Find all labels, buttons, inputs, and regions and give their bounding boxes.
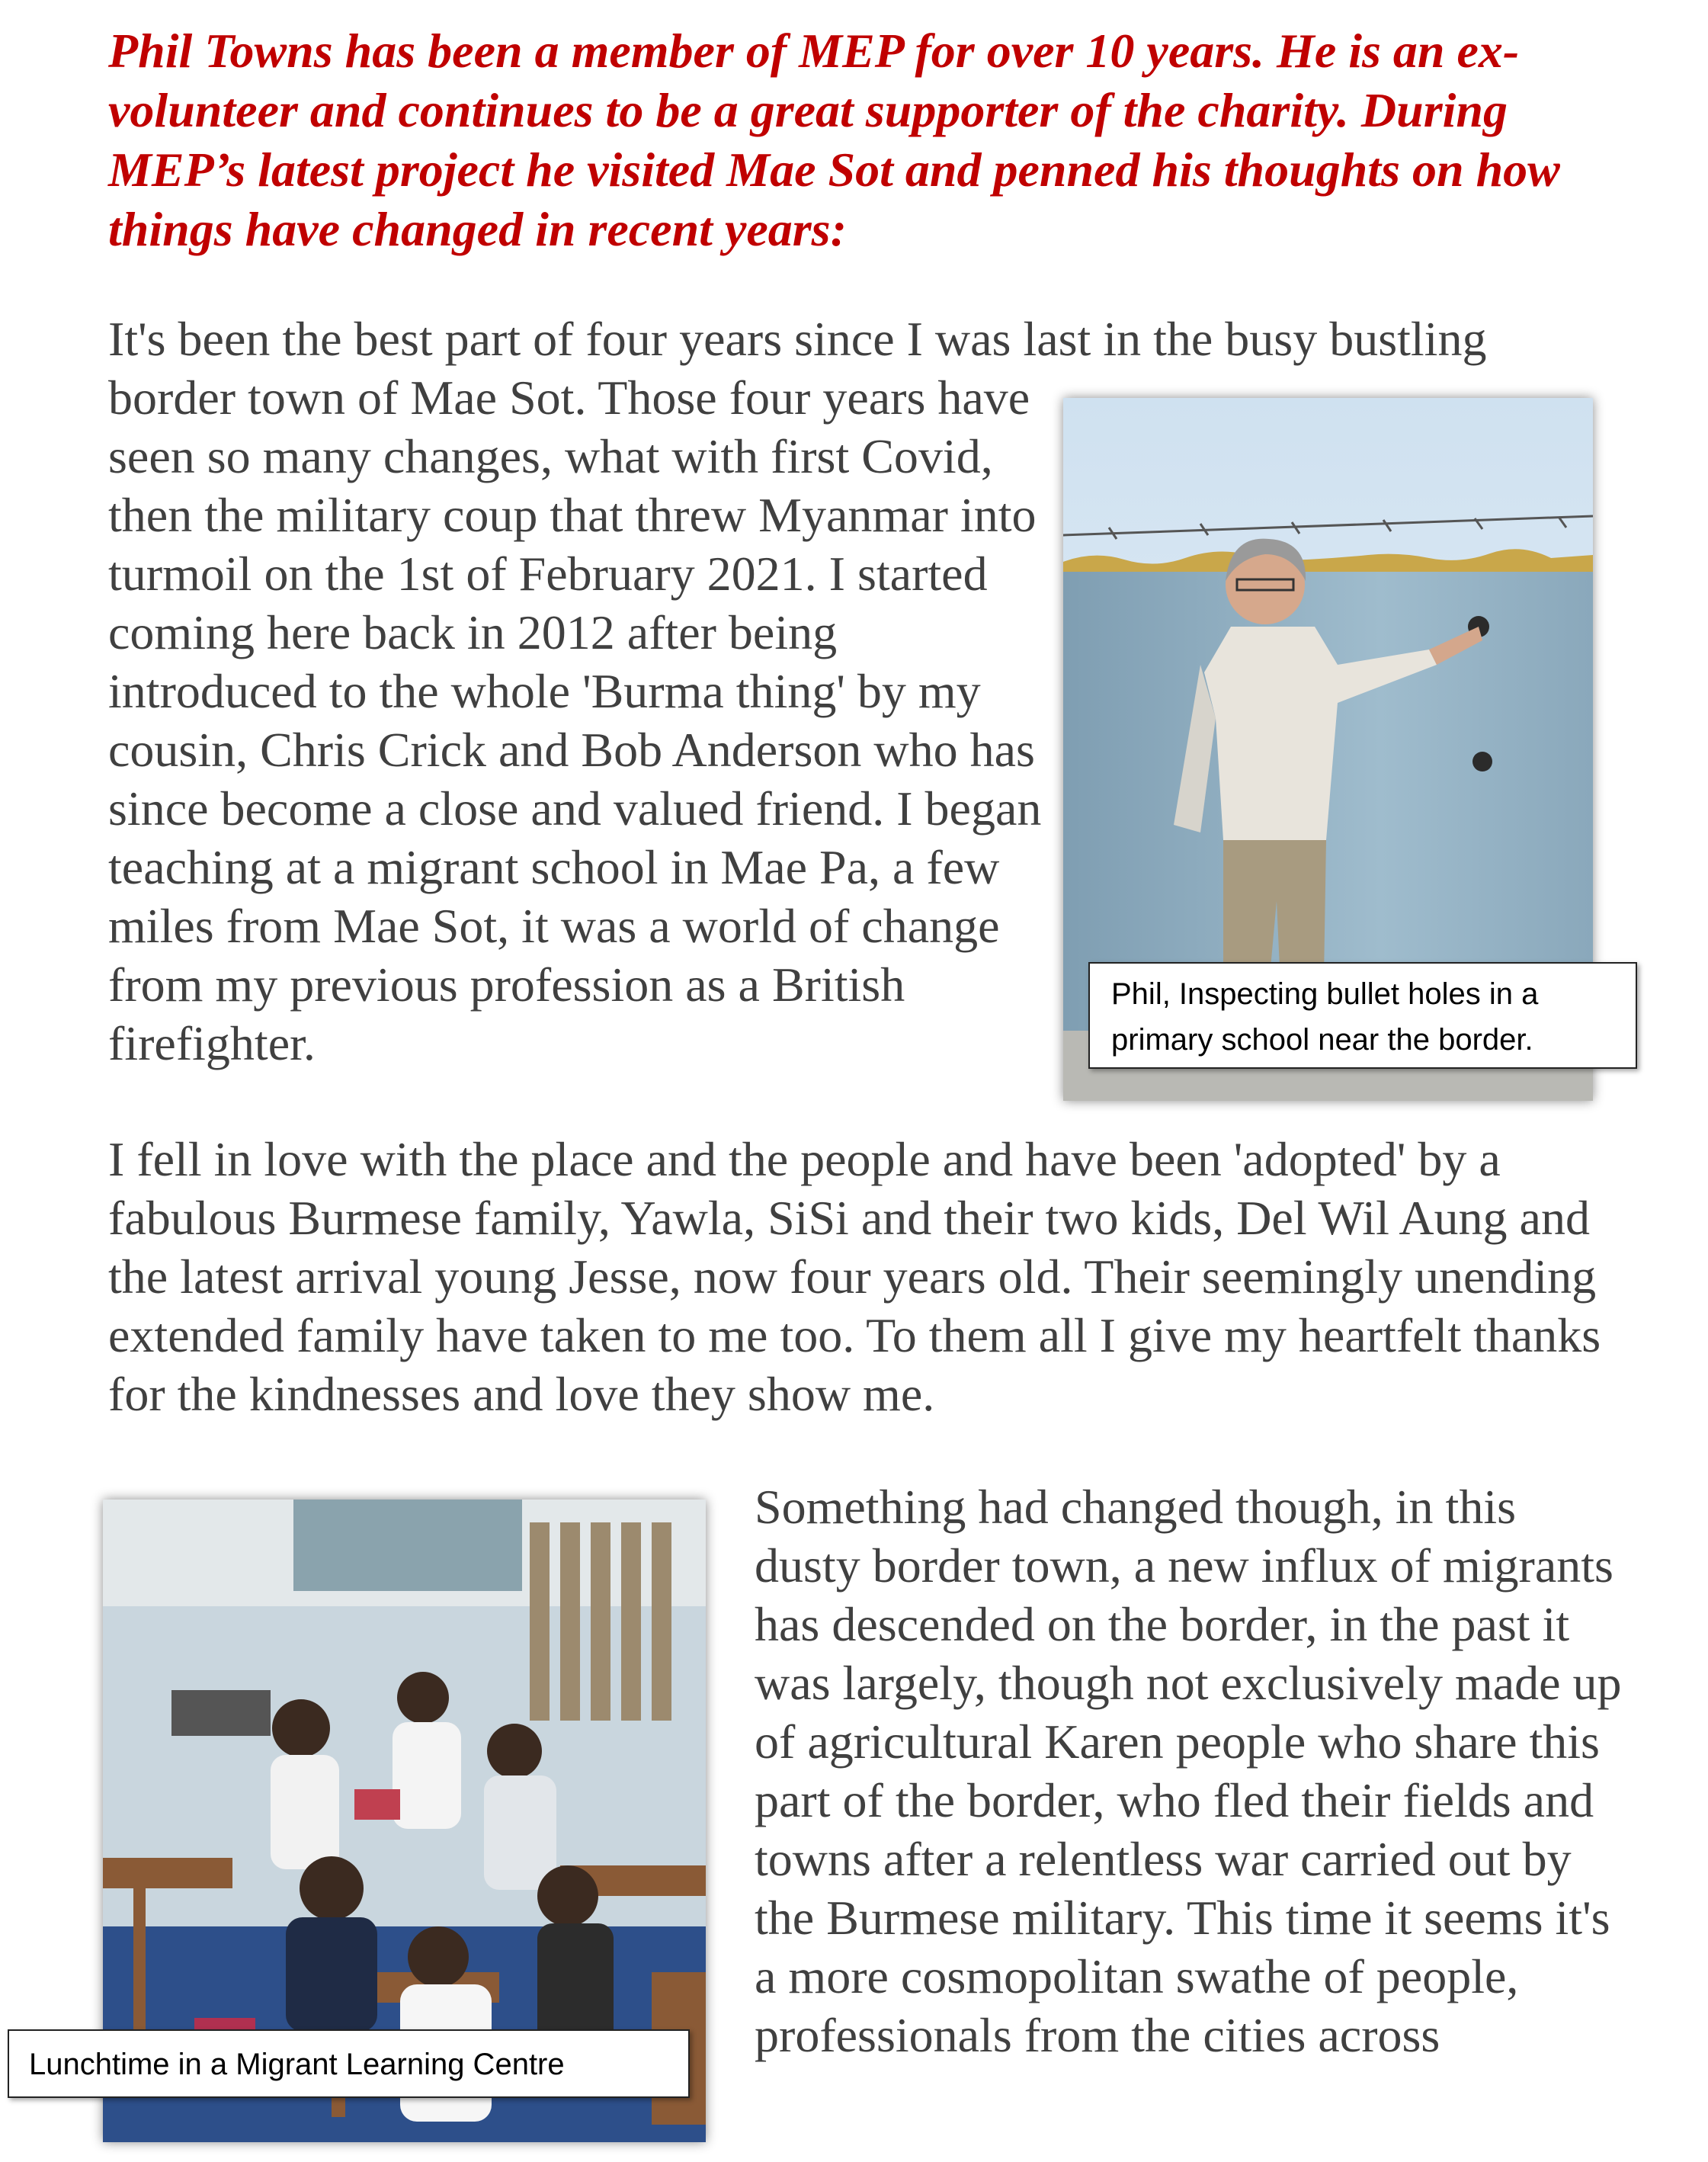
photo-lunchtime-caption: Lunchtime in a Migrant Learning Centre [8, 2029, 690, 2098]
photo-bullet-holes-caption-line-2: primary school near the border. [1111, 1023, 1533, 1057]
paragraph-1-body: border town of Mae Sot. Those four years have seen so many changes, what with first Covid, then the military coup that threw Myanmar into turmoil on the 1st of February 2021. I started coming here back in 2012 after being introduced to the whole 'Burma thing' by my cousin, Chris Crick and Bob Anderson who has since become a close and valued friend. I began teaching at a migrant school in Mae Pa, a few miles from Mae Sot, it was a world of change from my previous profession as a British firefighter. [108, 370, 1042, 1070]
paragraph-1-first-line: It's been the best part of four years since I was last in the busy bustling [108, 312, 1487, 366]
intro-paragraph: Phil Towns has been a member of MEP for over 10 years. He is an ex-volunteer and continues to be a great supporter of the charity. During MEP’s latest project he visited Mae Sot and penned his thoughts on how things have changed in recent years: [108, 24, 1560, 256]
paragraph-2: I fell in love with the place and the people and have been 'adopted' by a fabulous Burmese family, Yawla, SiSi and their two kids, Del Wil Aung and the latest arrival young Jesse, now four years old. Their seemingly unending extended family have taken to me too. To them all I give my heartfelt thanks for the kindnesses and love they show me. [108, 1132, 1601, 1421]
photo-bullet-holes-caption [1088, 962, 1637, 1069]
paragraph-3: Something had changed though, in this dusty border town, a new influx of migrants has descended on the border, in the past it was largely, though not exclusively made up of agricultural Karen people who share this part of the border, who fled their fields and towns after a relentless war carried out by the Burmese military. This time it seems it's a more cosmopolitan swathe of people, professionals from the cities across [755, 1480, 1622, 2062]
photo-bullet-holes-caption-line-1: Phil, Inspecting bullet holes in a [1111, 977, 1539, 1011]
